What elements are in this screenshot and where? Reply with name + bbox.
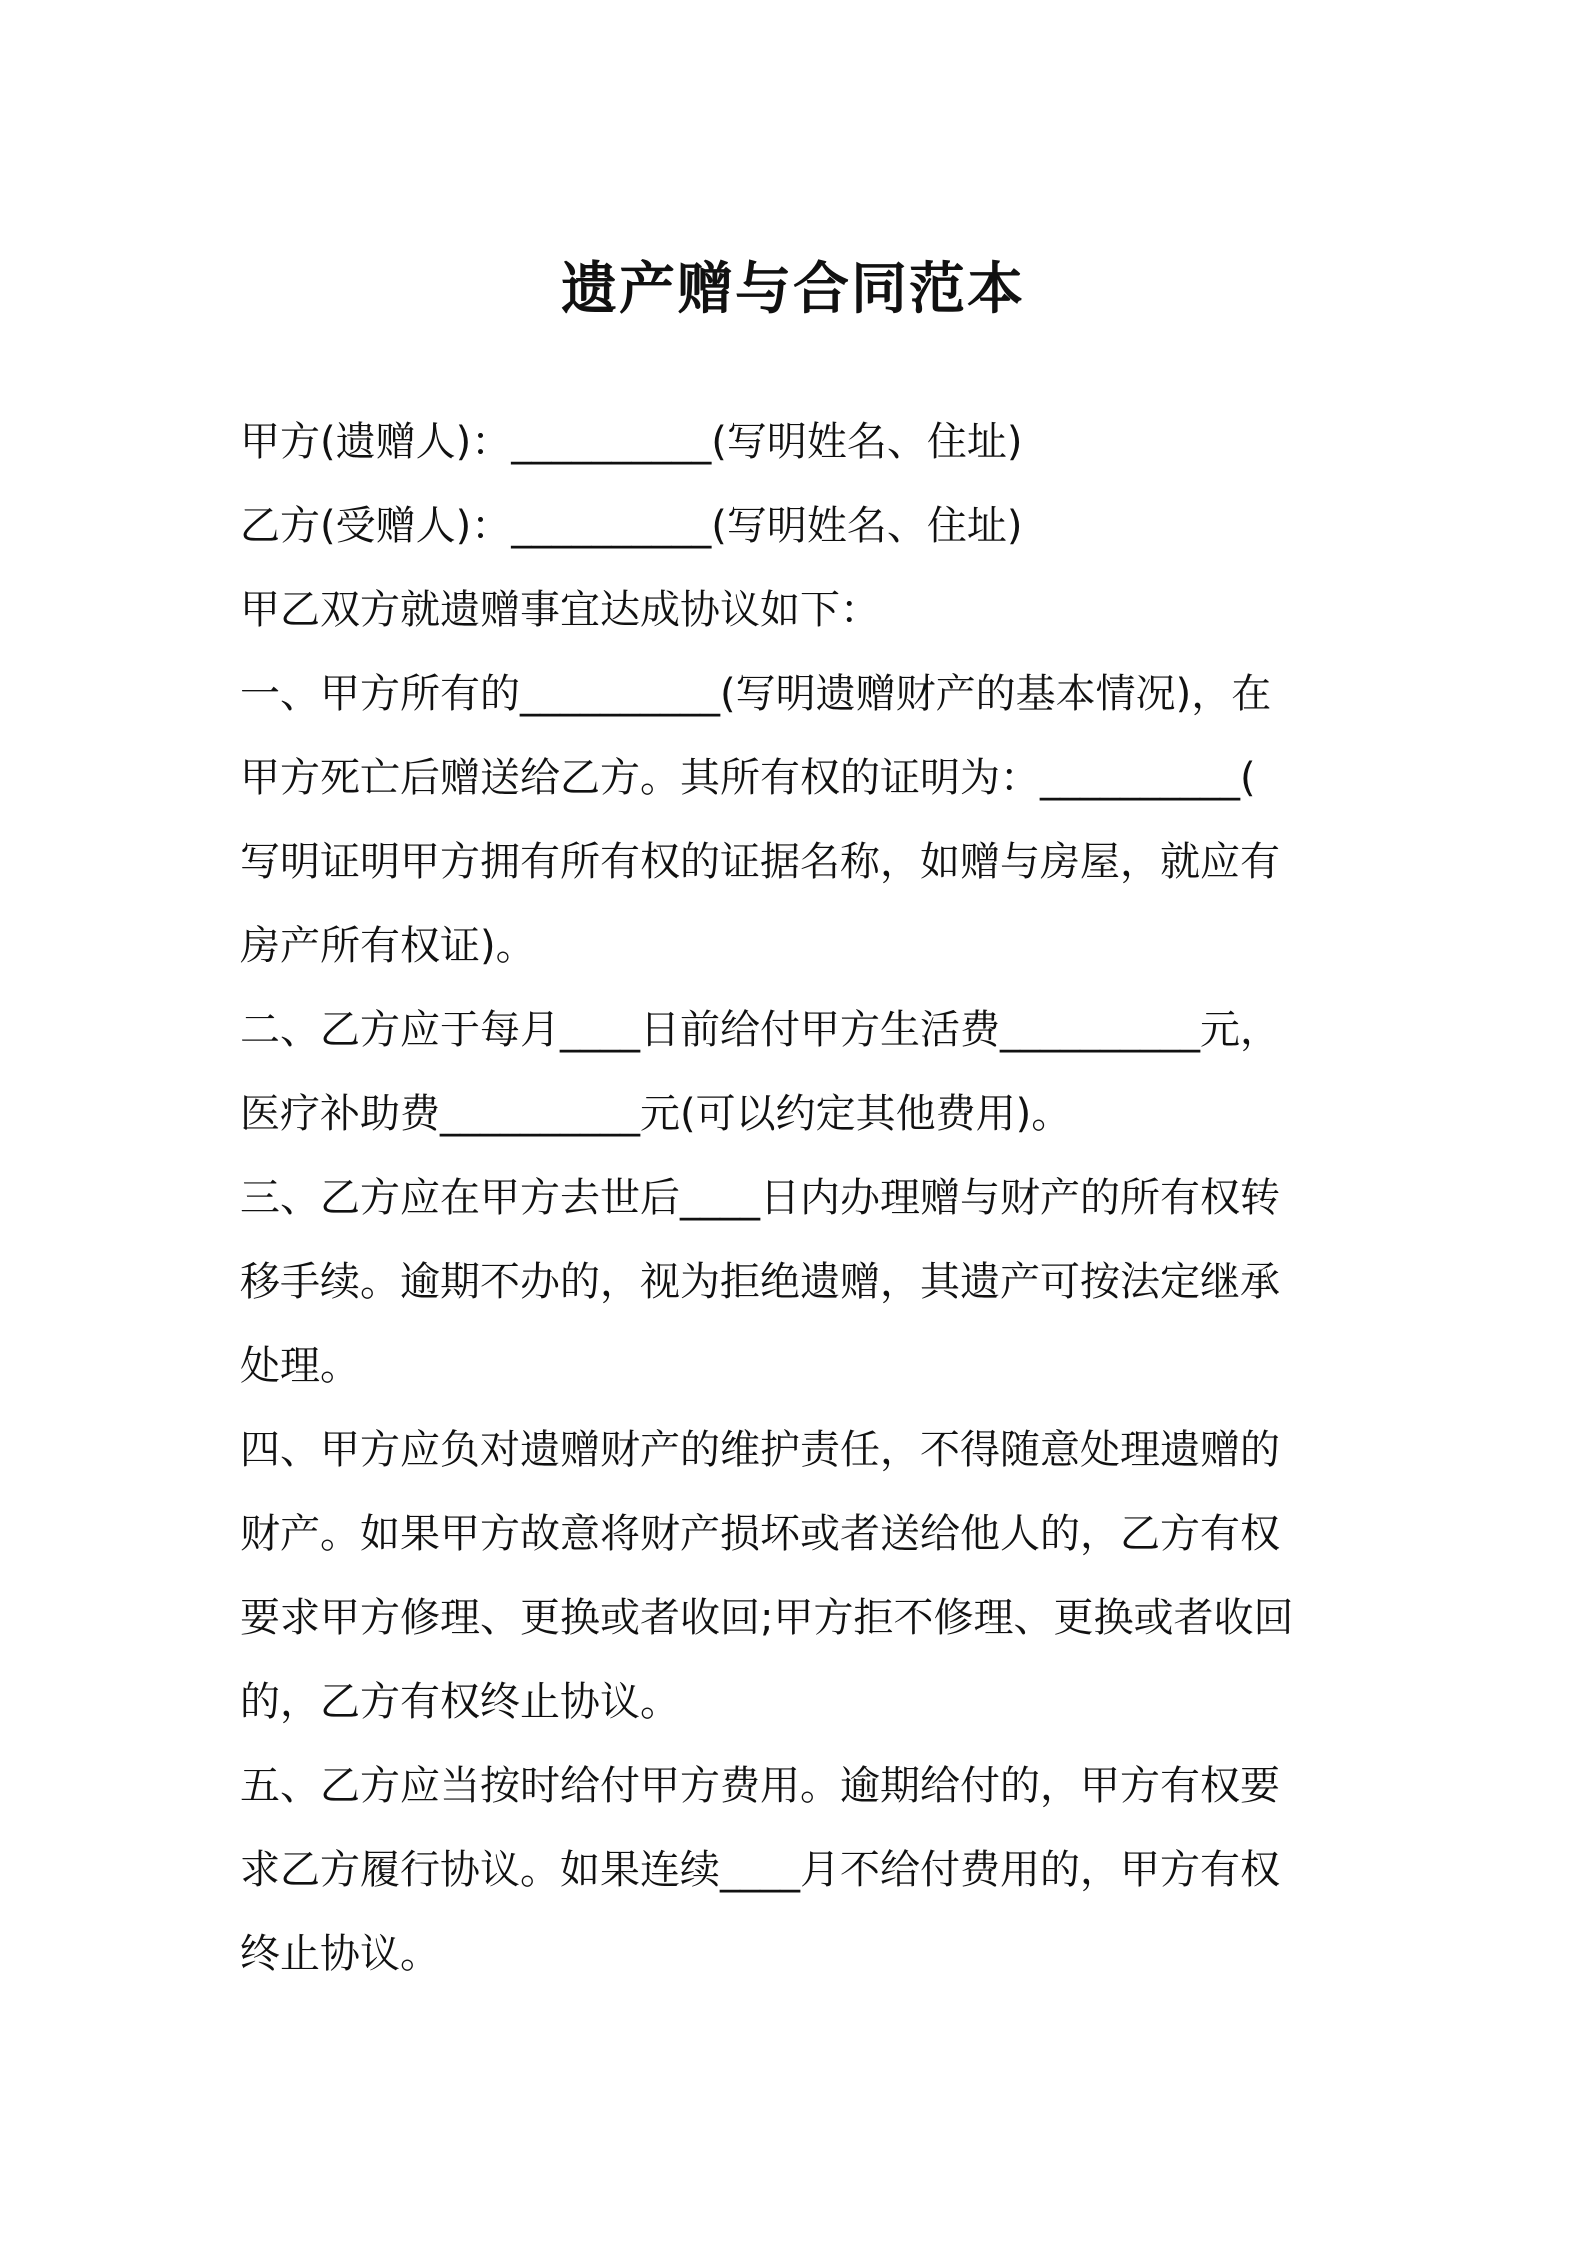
party-a-line: 甲方(遗赠人)：__________(写明姓名、住址)	[240, 419, 1023, 465]
clause-5-line-2: 求乙方履行协议。如果连续____月不给付费用的，甲方有权	[240, 1847, 1280, 1893]
agreement-intro: 甲乙双方就遗赠事宜达成协议如下：	[240, 587, 880, 633]
clause-1-line-4: 房产所有权证)。	[240, 923, 536, 969]
clause-3-line-1: 三、乙方应在甲方去世后____日内办理赠与财产的所有权转	[240, 1175, 1280, 1221]
clause-4-line-1: 四、甲方应负对遗赠财产的维护责任，不得随意处理遗赠的	[240, 1427, 1280, 1473]
clause-5-line-1: 五、乙方应当按时给付甲方费用。逾期给付的，甲方有权要	[240, 1763, 1280, 1809]
clause-1-line-1: 一、甲方所有的__________(写明遗赠财产的基本情况)，在	[240, 671, 1272, 717]
clause-2-line-1: 二、乙方应于每月____日前给付甲方生活费__________元，	[240, 1007, 1280, 1053]
clause-3-line-3: 处理。	[240, 1343, 360, 1389]
clause-2-line-2: 医疗补助费__________元(可以约定其他费用)。	[240, 1091, 1072, 1137]
clause-5-line-3: 终止协议。	[240, 1931, 440, 1977]
clause-3-line-2: 移手续。逾期不办的，视为拒绝遗赠，其遗产可按法定继承	[240, 1259, 1280, 1305]
clause-4-line-3: 要求甲方修理、更换或者收回;甲方拒不修理、更换或者收回	[240, 1595, 1294, 1641]
clause-4-line-2: 财产。如果甲方故意将财产损坏或者送给他人的，乙方有权	[240, 1511, 1280, 1557]
clause-1-line-3: 写明证明甲方拥有所有权的证据名称，如赠与房屋，就应有	[240, 839, 1280, 885]
clause-4-line-4: 的，乙方有权终止协议。	[240, 1679, 680, 1725]
clause-1-line-2: 甲方死亡后赠送给乙方。其所有权的证明为：__________(	[240, 755, 1256, 801]
party-b-line: 乙方(受赠人)：__________(写明姓名、住址)	[240, 503, 1023, 549]
document-title: 遗产赠与合同范本	[561, 257, 1025, 322]
document-body	[240, 400, 1360, 1996]
